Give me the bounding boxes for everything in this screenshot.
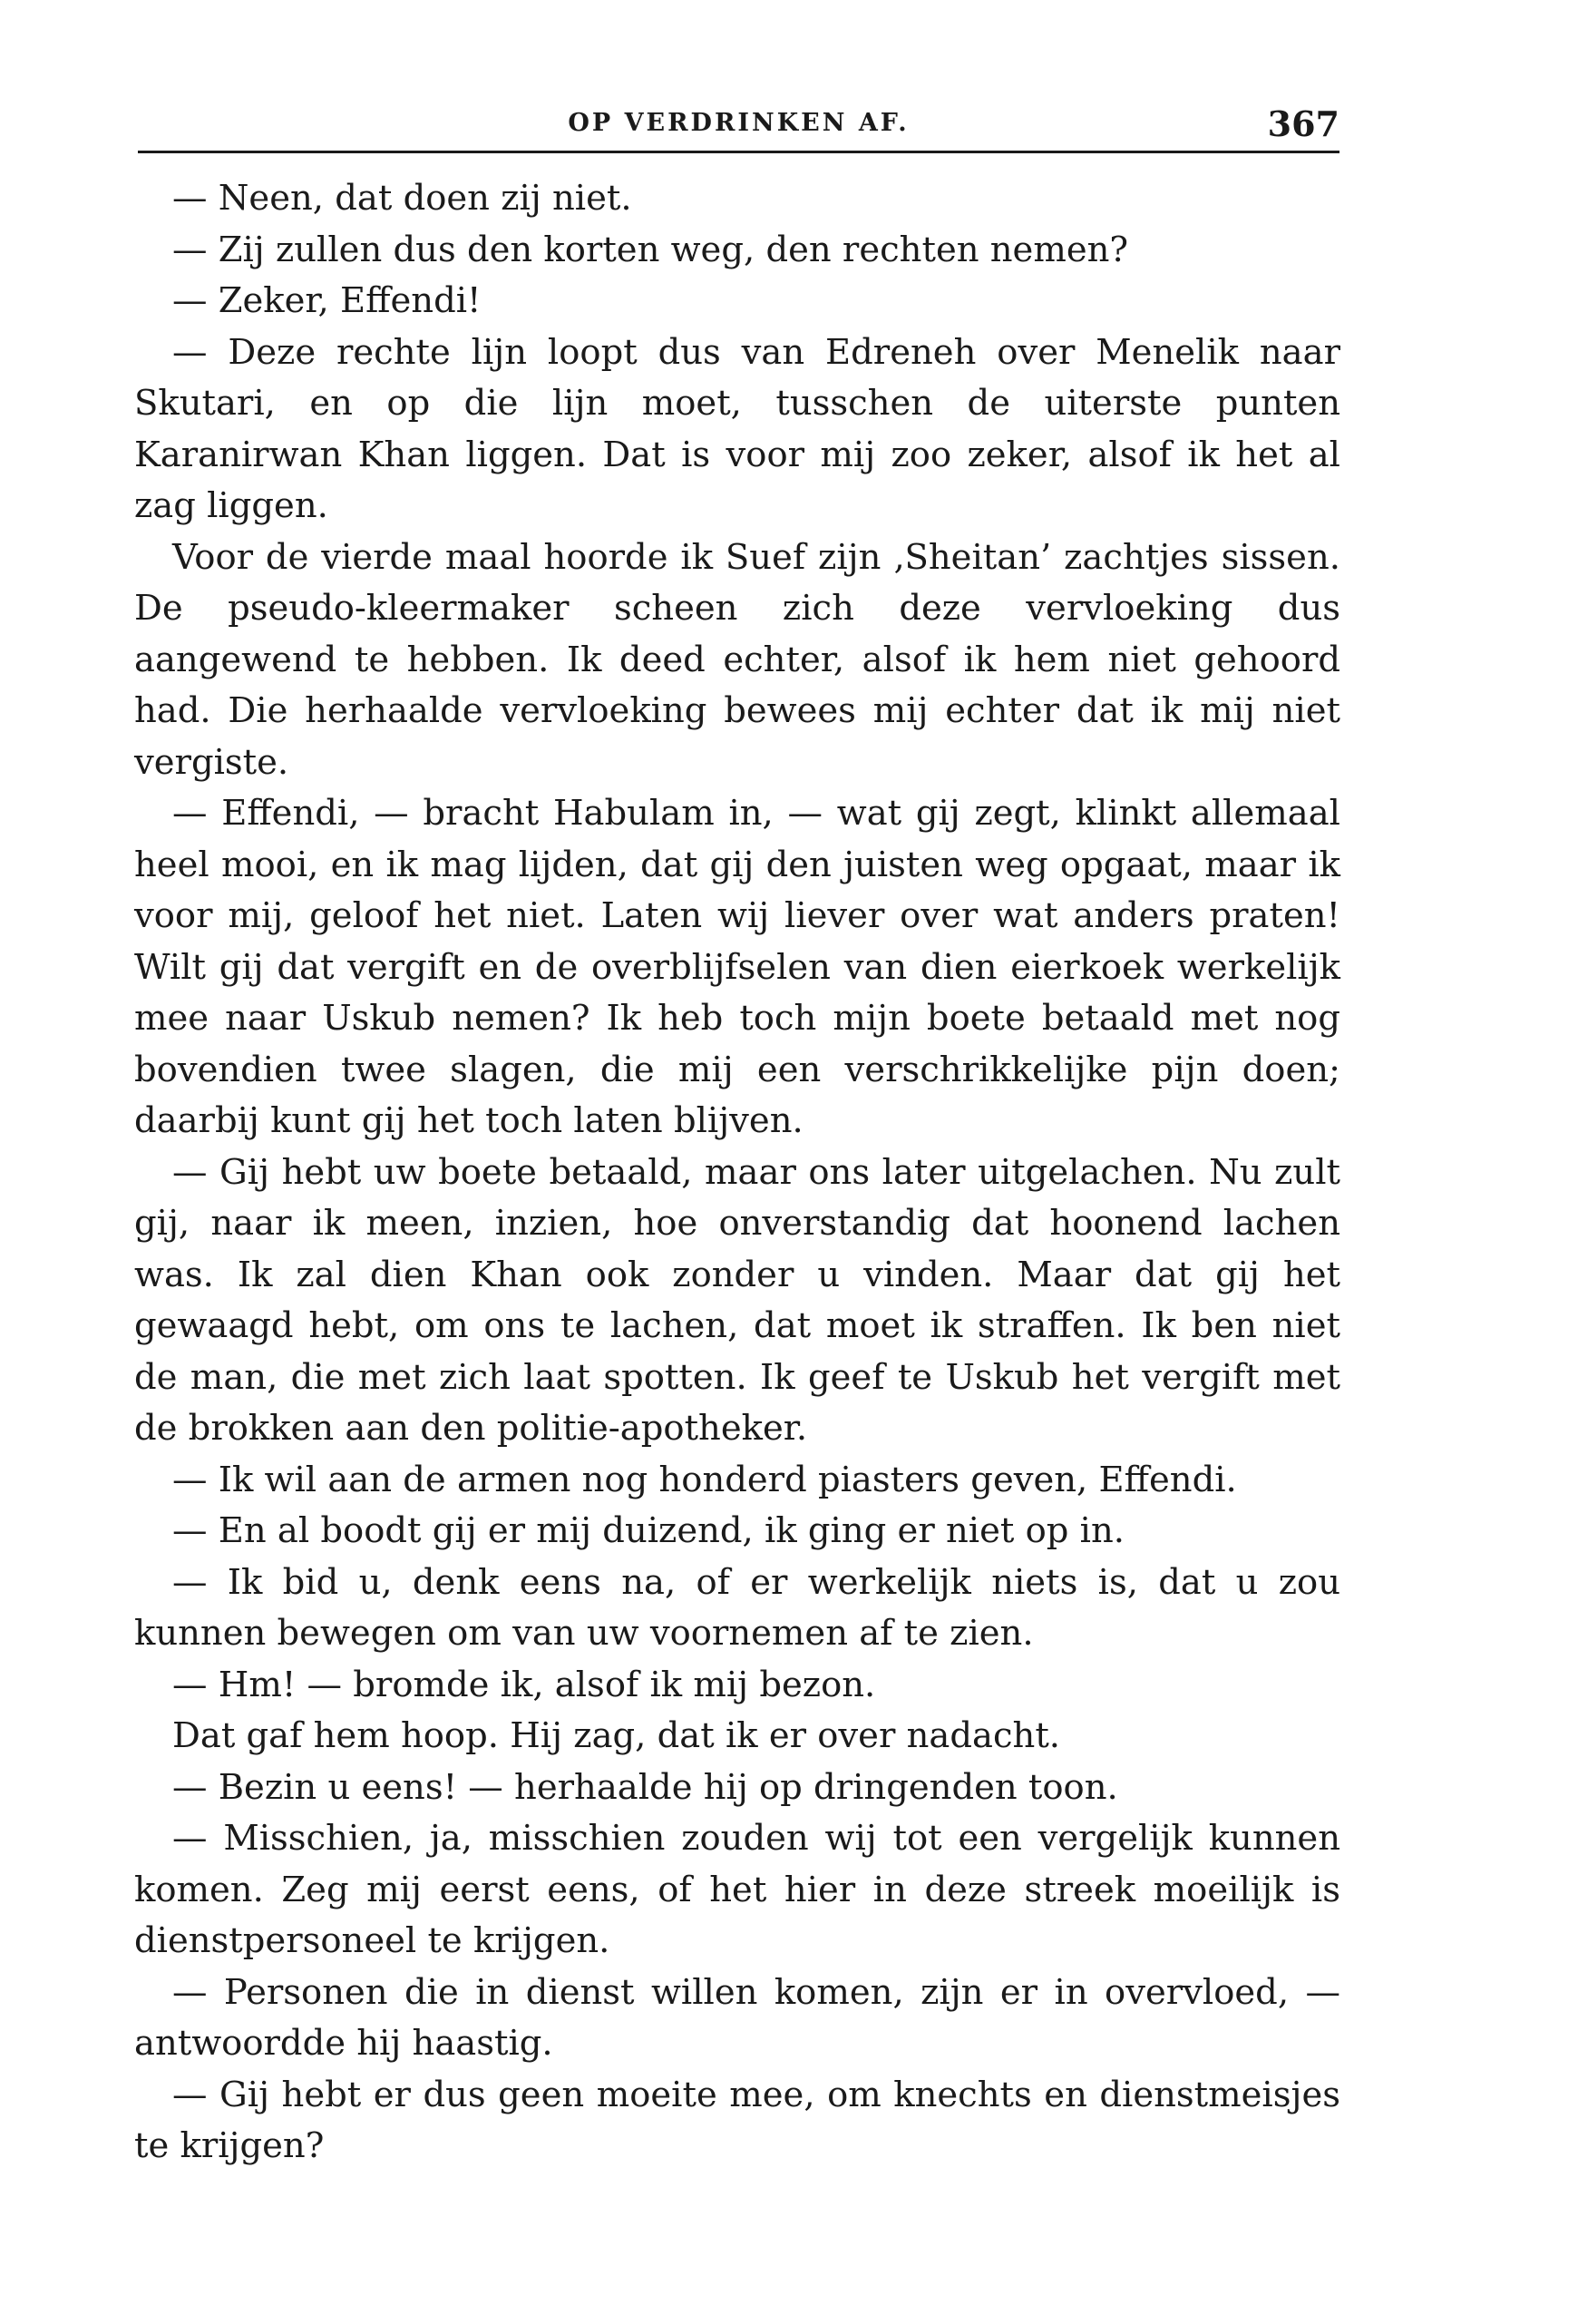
- paragraph: — Gij hebt uw boete betaald, maar ons later uitgelachen. Nu zult gij, naar ik meen, inzien, hoe onverstandig dat hoonend lachen was. Ik zal dien Khan ook zonder u vinden. Maar dat gij het gewaagd hebt, om ons te lachen, dat moet ik straffen. Ik ben niet de man, die met zich laat spotten. Ik geef te Uskub het vergift met de brokken aan den politie-apotheker.: [134, 1151, 1340, 1449]
- page-number: 367: [1267, 103, 1339, 144]
- running-header: [138, 102, 1339, 147]
- paragraph: — Ik wil aan de armen nog honderd piasters geven, Effendi.: [172, 1459, 1237, 1500]
- paragraph: — Gij hebt er dus geen moeite mee, om knechts en dienstmeisjes te krijgen?: [134, 2074, 1340, 2166]
- header-rule: [138, 151, 1339, 153]
- running-title: OP VERDRINKEN AF.: [568, 109, 910, 137]
- paragraph: — Bezin u eens! — herhaalde hij op dringenden toon.: [172, 1766, 1118, 1808]
- paragraph: — Misschien, ja, misschien zouden wij tot een vergelijk kunnen komen. Zeg mij eerst eens, of het hier in deze streek moeilijk is dienstpersoneel te krijgen.: [134, 1818, 1340, 1961]
- paragraph: — Zeker, Effendi!: [172, 280, 482, 321]
- paragraph: — Neen, dat doen zij niet.: [172, 178, 632, 219]
- paragraph: — En al boodt gij er mij duizend, ik ging er niet op in.: [172, 1510, 1125, 1551]
- paragraph: Voor de vierde maal hoorde ik Suef zijn ‚Sheitan’ zachtjes sissen. De pseudo-kleermaker scheen zich deze vervloeking dus aangewend te hebben. Ik deed echter, alsof ik hem niet gehoord had. Die herhaalde vervloeking bewees mij echter dat ik mij niet vergiste.: [134, 536, 1340, 783]
- body-text: [134, 173, 1340, 2173]
- paragraph: — Ik bid u, denk eens na, of er werkelijk niets is, dat u zou kunnen bewegen om van uw voornemen af te zien.: [134, 1561, 1340, 1654]
- paragraph: — Zij zullen dus den korten weg, den rechten nemen?: [172, 229, 1129, 270]
- paragraph: — Deze rechte lijn loopt dus van Edreneh over Menelik naar Skutari, en op die lijn moet, tusschen de uiterste punten Karanirwan Khan liggen. Dat is voor mij zoo zeker, alsof ik het al zag liggen.: [134, 331, 1340, 526]
- paragraph: Dat gaf hem hoop. Hij zag, dat ik er over nadacht.: [172, 1715, 1061, 1756]
- paragraph: — Effendi, — bracht Habulam in, — wat gij zegt, klinkt allemaal heel mooi, en ik mag lijden, dat gij den juisten weg opgaat, maar ik voor mij, geloof het niet. Laten wij liever over wat anders praten! Wilt gij dat vergift en de overblijfselen van dien eierkoek werkelijk mee naar Uskub nemen? Ik heb toch mijn boete betaald met nog bovendien twee slagen, die mij een verschrikkelijke pijn doen; daarbij kunt gij het toch laten blijven.: [134, 793, 1340, 1141]
- paragraph: — Personen die in dienst willen komen, zijn er in overvloed, — antwoordde hij haastig.: [134, 1971, 1340, 2064]
- paragraph: — Hm! — bromde ik, alsof ik mij bezon.: [172, 1664, 876, 1705]
